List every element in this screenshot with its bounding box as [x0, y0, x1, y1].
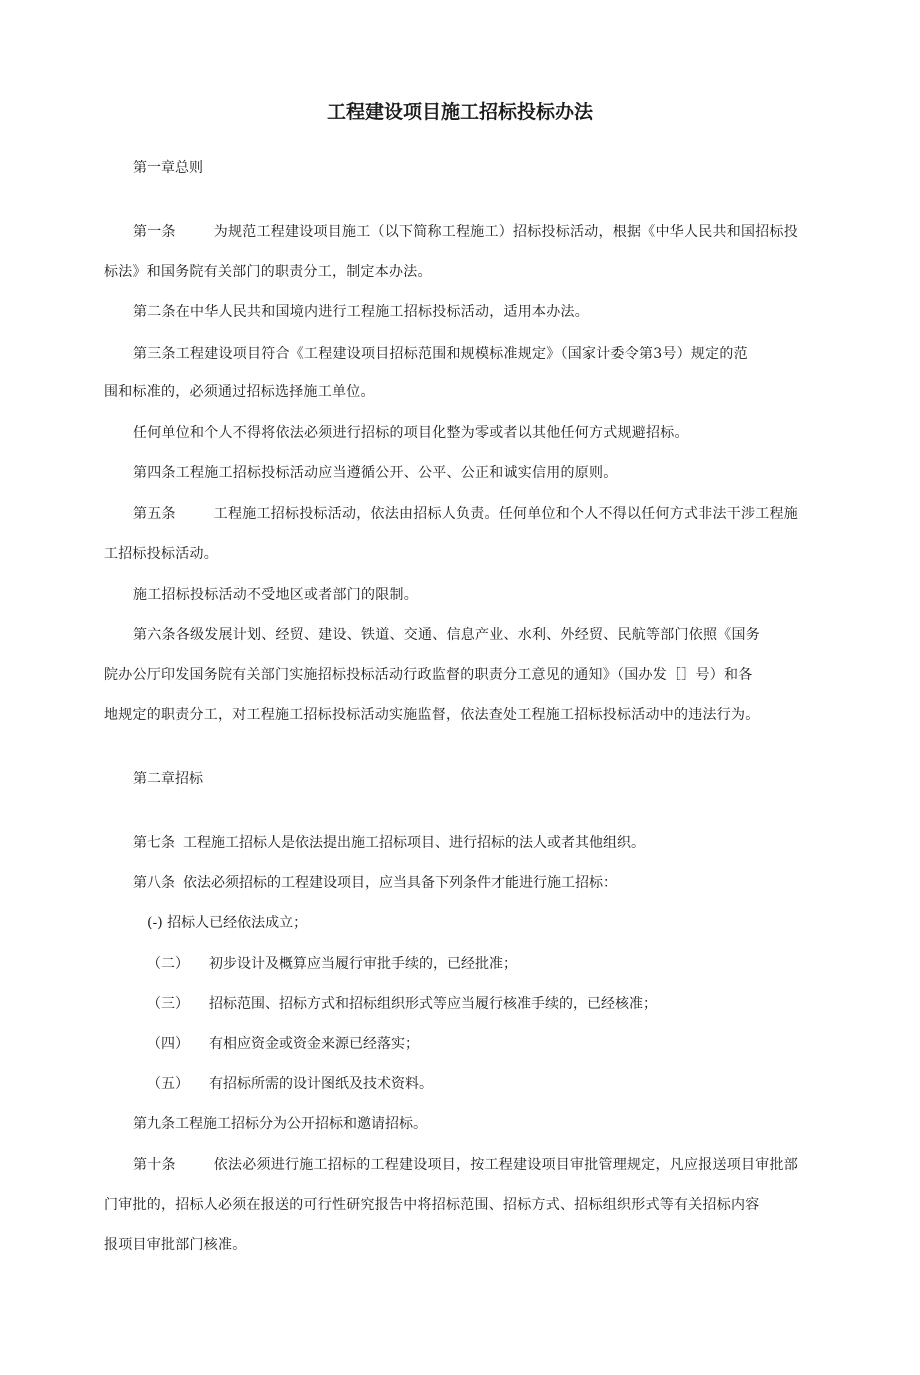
- article-5-line-1: [133, 504, 798, 524]
- condition-item: [147, 1074, 433, 1094]
- article-2: 第二条在中华人民共和国境内进行工程施工招标投标活动，适用本办法。: [133, 304, 589, 320]
- item-text: 有招标所需的设计图纸及技术资料。: [209, 1076, 433, 1092]
- article-text: 为规范工程建设项目施工（以下简称工程施工）招标投标活动，根据《中华人民共和国招标投: [213, 224, 798, 240]
- chapter-heading: 第二章招标: [133, 771, 203, 787]
- item-text: 招标范围、招标方式和招标组织形式等应当履行核准手续的，已经核准；: [209, 996, 657, 1012]
- article-3-line-1: 第三条工程建设项目符合《工程建设项目招标范围和规模标准规定》（国家计委令第3号）规定的范: [133, 346, 748, 362]
- item-number: (-): [147, 915, 163, 931]
- article-3-para-2: 任何单位和个人不得将依法必须进行招标的项目化整为零或者以其他任何方式规避招标。: [133, 425, 689, 441]
- article-label: 第一条: [133, 224, 176, 240]
- condition-item: [147, 1034, 419, 1054]
- article-label: 第十条: [133, 1157, 176, 1173]
- item-number: （五）: [147, 1076, 189, 1092]
- article-text: 工程施工招标人是依法提出施工招标项目、进行招标的法人或者其他组织。: [183, 835, 645, 851]
- condition-item: [147, 954, 517, 974]
- article-text: 依法必须招标的工程建设项目，应当具备下列条件才能进行施工招标：: [183, 875, 617, 891]
- article-label: 第五条: [133, 506, 176, 522]
- item-number: （三）: [147, 996, 189, 1012]
- article-label: 第八条: [133, 875, 175, 891]
- item-text: 初步设计及概算应当履行审批手续的，已经批准；: [209, 956, 517, 972]
- article-9: 第九条工程施工招标分为公开招标和邀请招标。: [133, 1116, 427, 1132]
- document-title: 工程建设项目施工招标投标办法: [326, 101, 593, 123]
- article-text: 依法必须进行施工招标的工程建设项目，按工程建设项目审批管理规定，凡应报送项目审批部: [213, 1157, 798, 1173]
- item-number: （二）: [147, 956, 189, 972]
- condition-item: [147, 994, 657, 1014]
- article-8: [133, 873, 617, 893]
- article-7: [133, 833, 645, 853]
- article-6-line-2: 院办公厅印发国务院有关部门实施招标投标活动行政监督的职责分工意见的通知》（国办发［］号）和各: [104, 667, 753, 683]
- article-6-line-1: 第六条各级发展计划、经贸、建设、铁道、交通、信息产业、水利、外经贸、民航等部门依照《国务: [133, 627, 760, 643]
- article-label: 第七条: [133, 835, 175, 851]
- article-10-line-1: [133, 1155, 798, 1175]
- article-10-line-2: 门审批的，招标人必须在报送的可行性研究报告中将招标范围、招标方式、招标组织形式等有关招标内容: [104, 1197, 760, 1213]
- item-text: 有相应资金或资金来源已经落实；: [209, 1036, 419, 1052]
- article-1-line-2: 标法》和国务院有关部门的职责分工，制定本办法。: [104, 264, 432, 280]
- article-5-line-2: 工招标投标活动。: [104, 546, 218, 562]
- item-number: （四）: [147, 1036, 189, 1052]
- article-6-line-3: 地规定的职责分工，对工程施工招标投标活动实施监督，依法查处工程施工招标投标活动中的违法行为。: [104, 707, 760, 723]
- article-10-line-3: 报项目审批部门核准。: [104, 1237, 247, 1253]
- article-5-para-2: 施工招标投标活动不受地区或者部门的限制。: [133, 587, 418, 603]
- article-3-line-2: 围和标准的，必须通过招标选择施工单位。: [104, 384, 375, 400]
- article-text: 工程施工招标投标活动，依法由招标人负责。任何单位和个人不得以任何方式非法干涉工程施: [213, 506, 798, 522]
- chapter-heading: 第一章总则: [133, 160, 203, 176]
- item-text: 招标人已经依法成立；: [167, 915, 308, 931]
- article-4: 第四条工程施工招标投标活动应当遵循公开、公平、公正和诚实信用的原则。: [133, 465, 618, 481]
- condition-item: [147, 913, 307, 933]
- article-1-line-1: [133, 222, 798, 242]
